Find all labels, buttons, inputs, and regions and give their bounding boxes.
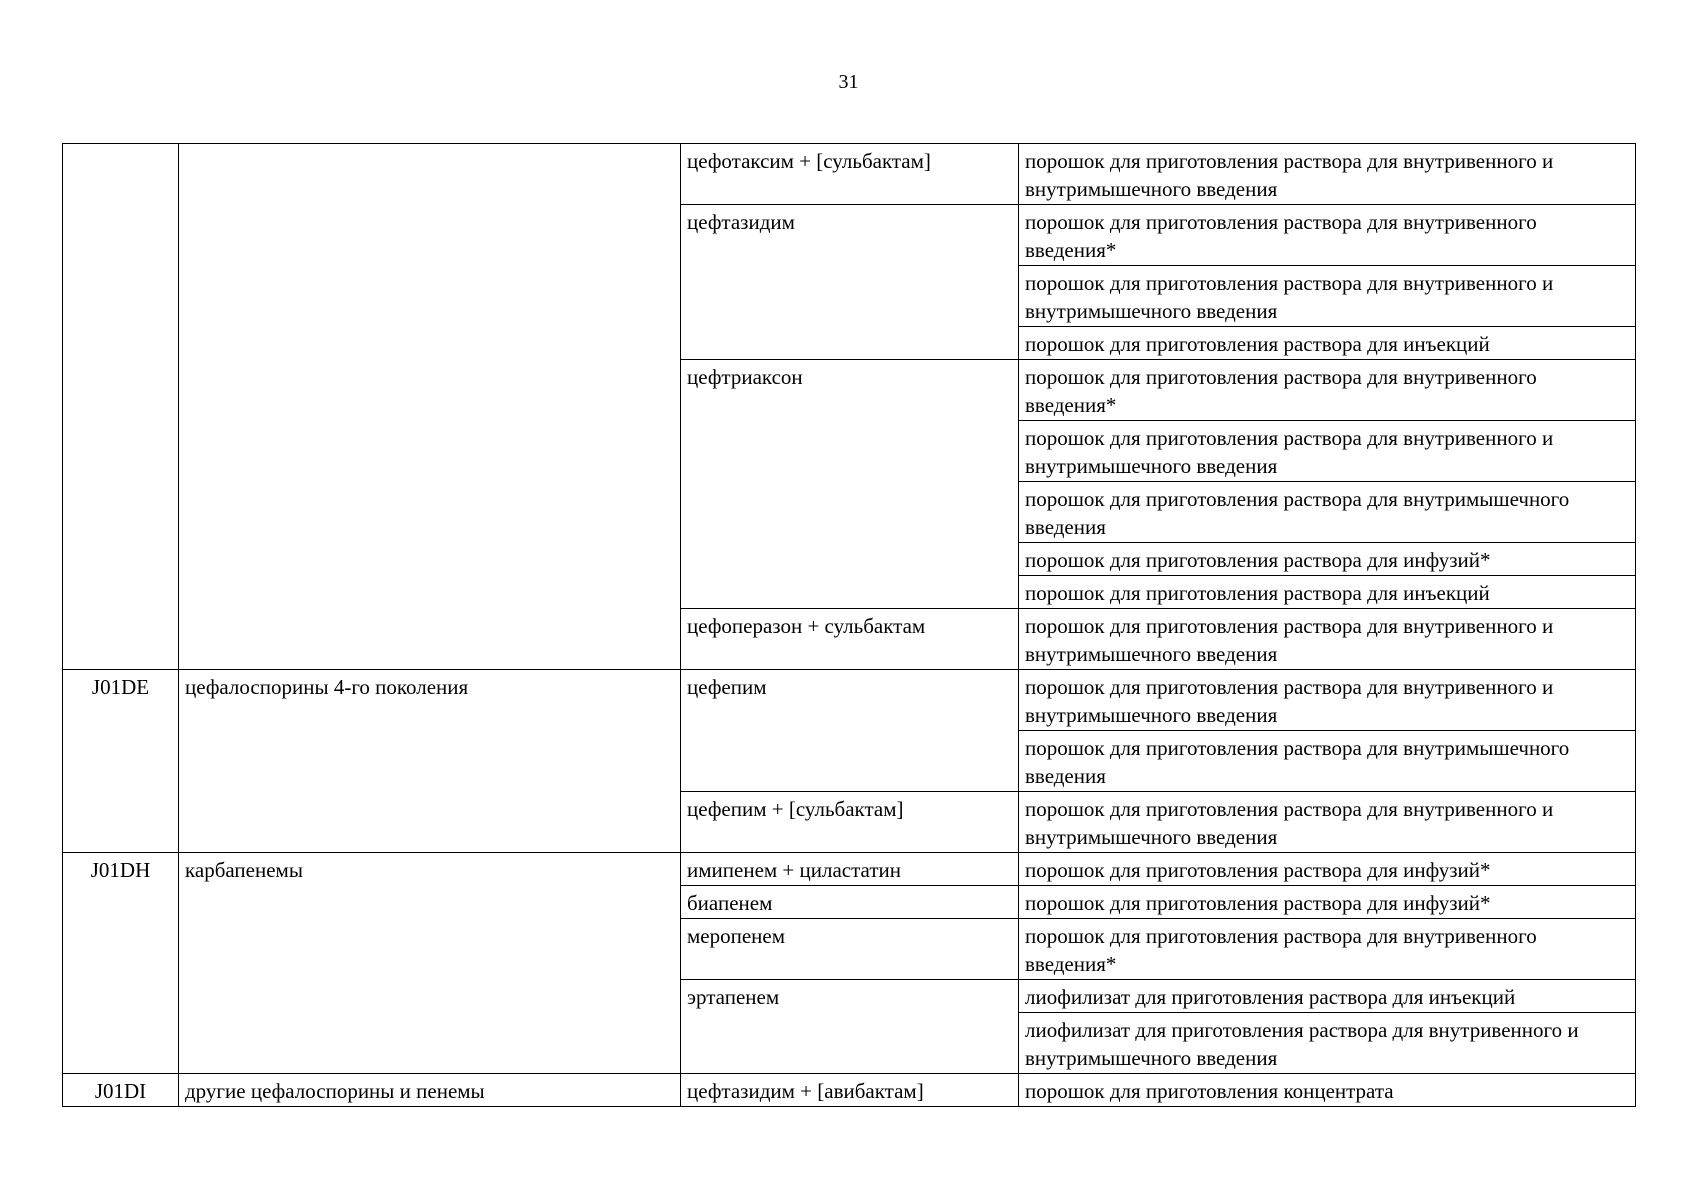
atc-group-name-cell: другие цефалоспорины и пенемы [179,1074,681,1107]
drug-name-cell: биапенем [681,886,1019,919]
dosage-form-cell: порошок для приготовления раствора для инъекций [1019,576,1636,609]
dosage-form-cell: порошок для приготовления раствора для внутривенного и внутримышечного введения [1019,421,1636,482]
dosage-form-cell: порошок для приготовления концентрата [1019,1074,1636,1107]
drug-name-cell: цефтриаксон [681,360,1019,609]
page-number: 31 [838,71,859,93]
drug-name-cell: цефоперазон + сульбактам [681,609,1019,670]
dosage-form-cell: порошок для приготовления раствора для инъекций [1019,327,1636,360]
dosage-form-cell: порошок для приготовления раствора для внутривенного и внутримышечного введения [1019,609,1636,670]
drug-name-cell: имипенем + циластатин [681,853,1019,886]
drug-name-cell: меропенем [681,919,1019,980]
table-row [63,1074,1636,1107]
drug-name-cell: цефтазидим [681,205,1019,360]
dosage-form-cell: порошок для приготовления раствора для внутримышечного введения [1019,482,1636,543]
dosage-form-cell: порошок для приготовления раствора для внутривенного введения* [1019,360,1636,421]
dosage-form-cell: порошок для приготовления раствора для внутривенного введения* [1019,205,1636,266]
atc-code-cell [63,144,179,670]
table-row [63,670,1636,731]
dosage-form-cell: порошок для приготовления раствора для внутривенного и внутримышечного введения [1019,144,1636,205]
dosage-form-cell: порошок для приготовления раствора для инфузий* [1019,886,1636,919]
table-row [63,853,1636,886]
dosage-form-cell: порошок для приготовления раствора для внутримышечного введения [1019,731,1636,792]
atc-code-cell: J01DI [63,1074,179,1107]
dosage-form-cell: порошок для приготовления раствора для внутривенного введения* [1019,919,1636,980]
dosage-form-cell: порошок для приготовления раствора для инфузий* [1019,543,1636,576]
dosage-form-cell: порошок для приготовления раствора для инфузий* [1019,853,1636,886]
dosage-form-cell: лиофилизат для приготовления раствора для внутривенного и внутримышечного введения [1019,1013,1636,1074]
atc-code-cell: J01DH [63,853,179,1074]
drug-name-cell: цефепим + [сульбактам] [681,792,1019,853]
atc-group-name-cell: карбапенемы [179,853,681,1074]
drug-list-table [62,143,1636,1107]
drug-name-cell: цефтазидим + [авибактам] [681,1074,1019,1107]
drug-name-cell: цефотаксим + [сульбактам] [681,144,1019,205]
drug-name-cell: эртапенем [681,980,1019,1074]
dosage-form-cell: порошок для приготовления раствора для внутривенного и внутримышечного введения [1019,266,1636,327]
atc-group-name-cell [179,144,681,670]
drug-name-cell: цефепим [681,670,1019,792]
atc-group-name-cell: цефалоспорины 4-го поколения [179,670,681,853]
dosage-form-cell: лиофилизат для приготовления раствора для инъекций [1019,980,1636,1013]
dosage-form-cell: порошок для приготовления раствора для внутривенного и внутримышечного введения [1019,670,1636,731]
dosage-form-cell: порошок для приготовления раствора для внутривенного и внутримышечного введения [1019,792,1636,853]
table-row [63,144,1636,205]
atc-code-cell: J01DE [63,670,179,853]
